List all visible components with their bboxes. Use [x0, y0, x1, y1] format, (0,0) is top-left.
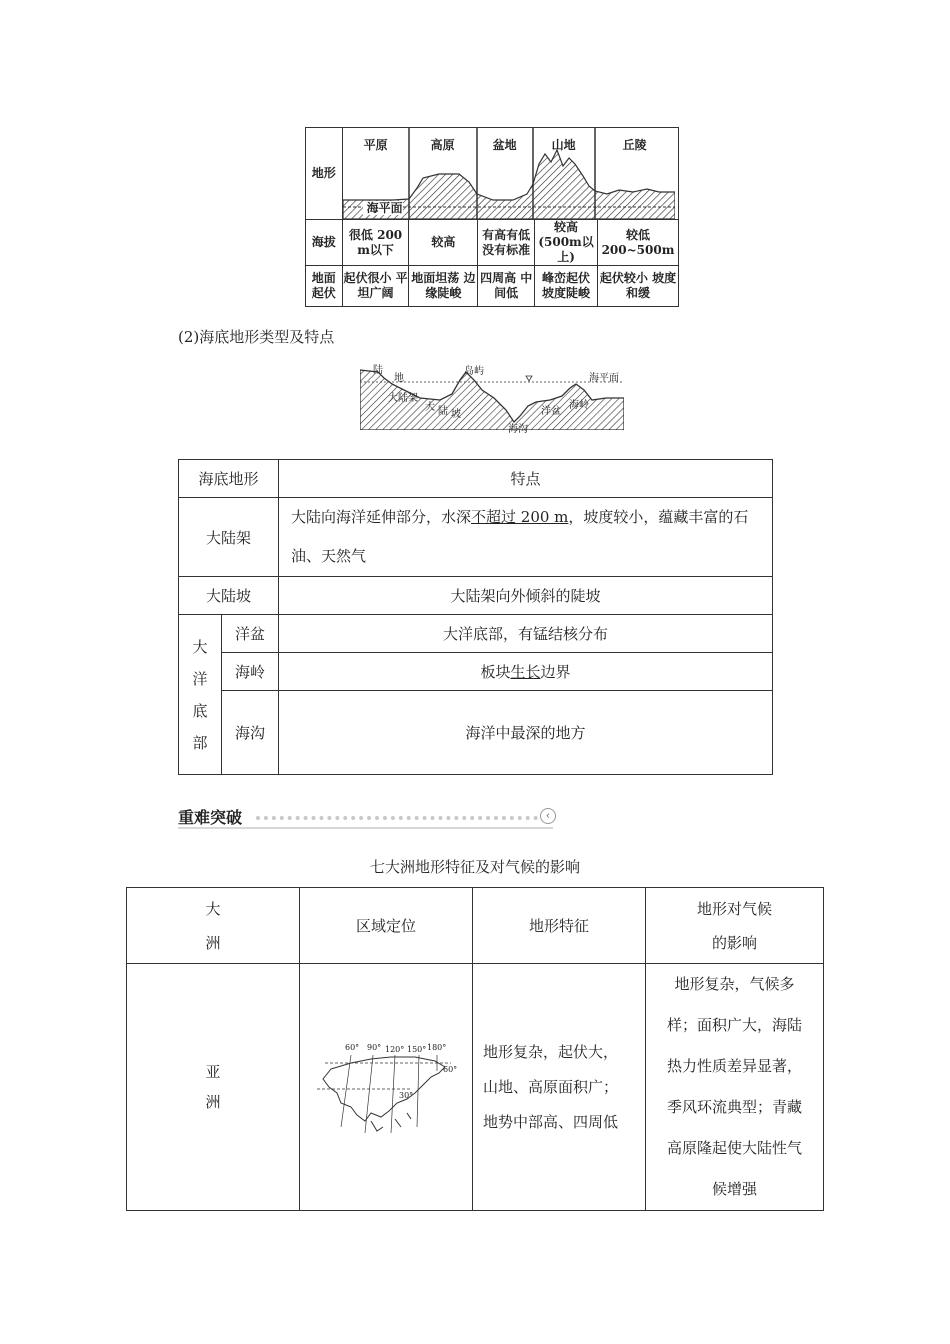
seabed-label: 洋盆 [541, 406, 561, 417]
seabed-label: 地 [394, 373, 404, 384]
terrain-line: 地形复杂，起伏大， [483, 1042, 619, 1061]
relief-cell: 起伏较小 坡度和缓 [598, 266, 679, 307]
header-line: 大 [205, 899, 221, 918]
landform-figure-table [305, 127, 679, 307]
group-char: 洋 [192, 669, 208, 688]
landform-name: 平原 [363, 138, 388, 152]
group-char: 大 [192, 637, 208, 656]
region-map-cell [300, 964, 473, 1211]
desc-text: 边界 [540, 663, 571, 681]
header-line: 洲 [205, 933, 221, 952]
relief-cell: 四周高 中间低 [478, 266, 535, 307]
map-label: 60° [443, 1065, 458, 1074]
seabed-name-cell: 海沟 [222, 691, 279, 775]
relief-cell: 起伏很小 平坦广阔 [342, 266, 409, 307]
header-line: 地形对气候 [696, 899, 772, 918]
seabed-label: 海沟 [508, 424, 528, 435]
header-seabed-landform: 海底地形 [179, 460, 279, 498]
seabed-name-cell: 大陆架 [179, 498, 279, 577]
climate-line: 样；面积广大，海陆 [666, 1016, 802, 1034]
climate-line: 地形复杂，气候多 [674, 975, 795, 993]
continent-name-line: 洲 [205, 1093, 221, 1111]
landform-profile-cell [342, 128, 678, 220]
desc-underlined-text: 不超过 200 m [471, 508, 569, 526]
row-header-terrain: 地形 [306, 128, 343, 220]
altitude-cell: 有高有低 没有标准 [478, 220, 535, 266]
altitude-cell: 较低 200~500m [598, 220, 679, 266]
section-2-title: (2)海底地形类型及特点 [178, 328, 335, 346]
desc-underlined-text: 生长 [510, 663, 541, 681]
section-banner-title: 重难突破 [178, 808, 243, 827]
climate-line: 高原隆起使大陆性气 [666, 1139, 802, 1157]
seabed-label: 陆 [438, 406, 448, 417]
row-header-relief: 地面起伏 [306, 266, 343, 307]
seabed-desc-cell: 大陆架向外倾斜的陡坡 [279, 577, 773, 615]
seabed-label: 坡 [451, 409, 461, 420]
continent-terrain-table [126, 887, 824, 1211]
header-region: 区域定位 [300, 888, 473, 964]
seabed-desc-cell: 海洋中最深的地方 [279, 691, 773, 775]
altitude-cell: 很低 200 m以下 [342, 220, 409, 266]
banner-underline [178, 827, 553, 829]
continent-name-cell [127, 964, 300, 1211]
landform-name: 丘陵 [622, 138, 647, 152]
seabed-desc-cell [279, 498, 773, 577]
seabed-desc-cell: 大洋底部，有锰结核分布 [279, 615, 773, 653]
row-header-altitude: 海拔 [306, 220, 343, 266]
seabed-landform-table [178, 459, 773, 775]
seabed-label: 海平面 [589, 373, 619, 384]
seabed-label: 海岭 [569, 400, 589, 411]
relief-cell: 地面坦荡 边缘陡峻 [409, 266, 478, 307]
landform-name: 高原 [430, 138, 455, 152]
relief-cell: 峰峦起伏 坡度陡峻 [535, 266, 598, 307]
map-label: 150° [407, 1045, 427, 1054]
altitude-cell: 较高 (500m以上) [535, 220, 598, 266]
continent-name-line: 亚 [205, 1063, 221, 1081]
desc-text: 大陆向海洋延伸部分，水深 [291, 508, 472, 526]
ocean-floor-group-label [179, 615, 222, 775]
desc-text: ，坡度较小，蕴藏丰富的石油、天然气 [291, 508, 749, 565]
sea-level-label: 海平面 [366, 201, 403, 215]
climate-effect-cell [646, 964, 824, 1211]
continent-table-title: 七大洲地形特征及对气候的影响 [369, 858, 580, 876]
map-label: 30° [399, 1091, 414, 1100]
header-continent [127, 888, 300, 964]
map-label: 90° [367, 1043, 382, 1052]
terrain-feature-cell [473, 964, 646, 1211]
asia-locator-map [311, 1027, 461, 1147]
group-char: 部 [192, 733, 208, 752]
header-line: 的影响 [711, 933, 757, 952]
seabed-desc-cell [279, 653, 773, 691]
landform-name: 盆地 [492, 138, 517, 152]
header-features: 特点 [279, 460, 773, 498]
seabed-label: 大 [425, 402, 435, 413]
terrain-line: 地势中部高、四周低 [483, 1112, 619, 1131]
climate-line: 季风环流典型；青藏 [666, 1098, 802, 1116]
banner-dotted-line [256, 816, 538, 820]
seabed-label: 大陆架 [388, 393, 418, 404]
header-terrain: 地形特征 [473, 888, 646, 964]
group-char: 底 [192, 701, 208, 720]
climate-line: 热力性质差异显著， [666, 1057, 802, 1075]
seabed-label: 陆 [373, 365, 383, 376]
header-climate-effect [646, 888, 824, 964]
climate-line: 候增强 [711, 1180, 757, 1198]
landform-name: 山地 [551, 138, 576, 152]
desc-text: 板块 [480, 663, 511, 681]
seabed-name-cell: 大陆坡 [179, 577, 279, 615]
altitude-cell: 较高 [409, 220, 478, 266]
seabed-name-cell: 洋盆 [222, 615, 279, 653]
section-banner [178, 805, 558, 829]
map-label: 180° [427, 1043, 447, 1052]
chevron-left-icon: ‹ [540, 808, 556, 824]
seabed-name-cell: 海岭 [222, 653, 279, 691]
terrain-line: 山地、高原面积广； [483, 1077, 619, 1096]
map-label: 60° [345, 1043, 360, 1052]
seabed-label: 岛屿 [464, 366, 484, 377]
map-label: 120° [385, 1045, 405, 1054]
